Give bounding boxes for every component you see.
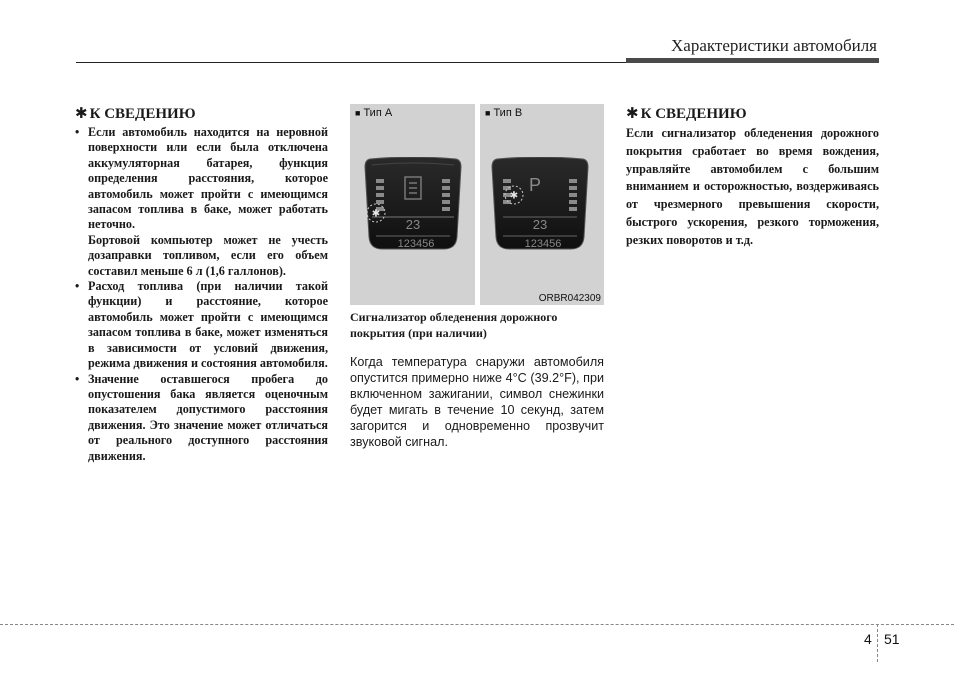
- temperature-readout-a: 23: [405, 217, 421, 232]
- panel-type-b: [480, 104, 604, 305]
- svg-text:✱: ✱: [371, 208, 381, 220]
- odometer-readout-a: 123456: [397, 238, 435, 250]
- header-accent-bar: [626, 58, 879, 63]
- bullet-paragraph: • Значение оставшегося пробега до опустошения бака является оценочным показателем допустимого расстояния движения. Это значение может отличаться от реального доступного расстояния движения.: [88, 371, 328, 463]
- asterisk-icon: ✱: [75, 104, 88, 122]
- left-column: [75, 104, 328, 464]
- right-column: [626, 104, 879, 250]
- bullet-item: [75, 372, 328, 464]
- section-number: 4: [864, 631, 872, 647]
- caution-heading-left: ✱ К СВЕДЕНИЮ: [75, 104, 196, 122]
- footer-separator: [877, 624, 878, 662]
- bullet-paragraph: • Расход топлива (при наличии такой функции) и расстояние, которое автомобиль может пройти с имеющимся запасом топлива в баке, может изменяться в зависимости от условий движения, режима движения и состояния автомобиля.: [88, 279, 328, 371]
- footer-rule: [0, 624, 954, 625]
- caution-bullet-list: [75, 125, 328, 464]
- panel-type-a: [350, 104, 475, 305]
- header-rule: [76, 62, 626, 63]
- temperature-readout-b: 23: [532, 217, 548, 232]
- page-header-title: Характеристики автомобиля: [671, 36, 877, 55]
- figure-caption: Сигнализатор обледенения дорожного покрытия (при наличии): [350, 310, 558, 340]
- bullet-item: [75, 279, 328, 371]
- panel-a-label: ■ Тип A: [355, 107, 393, 119]
- odometer-readout-b: 123456: [524, 238, 562, 250]
- bullet-paragraph: Бортовой компьютер может не учесть дозаправки топливом, если его объем составил меньше 6 л (1,6 галлонов).: [88, 232, 328, 278]
- icing-warning-figure: [350, 104, 604, 305]
- gear-indicator: P: [528, 175, 542, 195]
- bullet-paragraph: • Если автомобиль находится на неровной поверхности или если была отключена аккумуляторная батарея, функция определения расстояния, которое автомобиль может пройти с имеющимся запасом топлива в баке, может работать неточно.: [88, 125, 328, 232]
- panel-b-label: ■ Тип B: [485, 107, 523, 119]
- cluster-display-b: [491, 157, 589, 251]
- figure-code: ORBR042309: [538, 293, 601, 304]
- page-number: 51: [884, 631, 900, 647]
- svg-text:✱: ✱: [509, 190, 519, 202]
- icing-description: Когда температура снаружи автомобиля опустится примерно ниже 4°C (39.2°F), при включенном зажигании, символ снежинки будет мигать в течение 10 секунд, затем загорится и одновременно прозвучит звуковой сигнал.: [350, 355, 604, 450]
- caution-text-right: Если сигнализатор обледенения дорожного покрытия сработает во время вождения, управляйте автомобилем с большим вниманием и осторожностью, воздерживаясь от чрезмерного превышения скорости, быстрого ускорения, резкого торможения, резких поворотов и т.д.: [626, 126, 879, 247]
- asterisk-icon: ✱: [626, 104, 639, 122]
- caution-heading-right: ✱ К СВЕДЕНИЮ: [626, 104, 747, 122]
- cluster-display-a: [364, 157, 462, 251]
- bullet-item: [75, 125, 328, 279]
